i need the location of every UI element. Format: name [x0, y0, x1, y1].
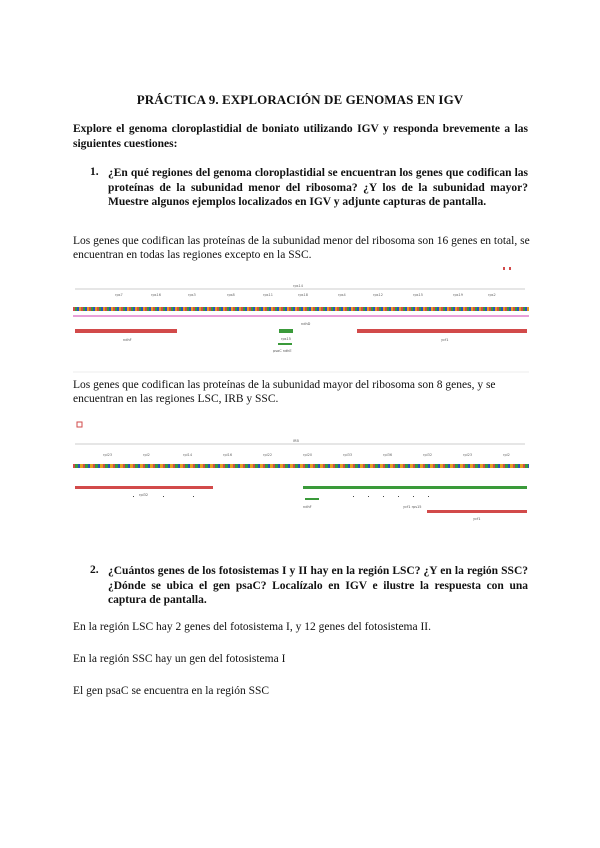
svg-text:rpl33: rpl33	[343, 453, 353, 457]
svg-text:rps7: rps7	[115, 293, 123, 297]
svg-text:rps16: rps16	[151, 293, 161, 297]
svg-text:rps15: rps15	[413, 293, 423, 297]
svg-text:rpl32: rpl32	[423, 453, 433, 457]
answer-1-small-subunit: Los genes que codifican las proteínas de la subunidad menor del ribosoma son 16 genes en total, se encuentran en todas las regiones excepto en la SSC.	[73, 235, 530, 261]
svg-text:rps11: rps11	[263, 293, 273, 297]
svg-text:rps2: rps2	[488, 293, 496, 297]
page-title: PRÁCTICA 9. EXPLORACIÓN DE GENOMAS EN IGV	[136, 92, 464, 107]
svg-text:rps18: rps18	[298, 293, 308, 297]
feature-bar	[279, 329, 293, 333]
pink-band	[73, 315, 529, 317]
svg-text:rpl2: rpl2	[143, 453, 150, 457]
feature-bar	[278, 343, 292, 345]
svg-text:rpl2: rpl2	[503, 453, 510, 457]
question-1-number: 1.	[90, 166, 99, 178]
igv-tracks	[73, 263, 529, 373]
svg-text:psaC ndhE: psaC ndhE	[273, 349, 292, 353]
svg-text:rps12: rps12	[373, 293, 383, 297]
svg-text:rps15: rps15	[281, 337, 291, 341]
answer-2-psac: El gen psaC se encuentra en la región SSC	[73, 685, 270, 697]
question-2-text: ¿Cuántos genes de los fotosistemas I y II hay en la región LSC? ¿Y en la región SSC?¿Dónde se ubica el gen psaC? Localízalo en IGV e ilustre la respuesta con una captura de pantalla.	[108, 565, 528, 606]
feature-bar	[427, 510, 527, 513]
feature-bar	[75, 486, 213, 489]
svg-text:ycf1: ycf1	[473, 517, 481, 521]
sequence-track	[73, 464, 529, 468]
igv-tracks	[73, 418, 529, 544]
question-1-text: ¿En qué regiones del genoma cloroplastidial se encuentran los genes que codifican las proteínas de la subunidad menor del ribosoma? ¿Y los de la subunidad mayor? Muestre algunos ejemplos localizados en IGV y adjunte capturas de pantalla.	[108, 167, 528, 208]
svg-text:ycf1: ycf1	[441, 338, 449, 342]
region-marker	[503, 267, 505, 270]
svg-text:rps3: rps3	[188, 293, 196, 297]
svg-text:ndhF: ndhF	[303, 505, 312, 509]
answer-1-large-subunit: Los genes que codifican las proteínas de la subunidad mayor del ribosoma son 8 genes, y se encuentran en las regiones LSC, IRB y SSC.	[73, 379, 496, 405]
svg-text:rps8: rps8	[227, 293, 235, 297]
igv-screenshot-small-subunit	[73, 263, 529, 373]
region-marker	[509, 267, 511, 270]
svg-text:ndhD: ndhD	[301, 322, 311, 326]
svg-text:rps14: rps14	[293, 284, 303, 288]
answer-2-ssc: En la región SSC hay un gen del fotosistema I	[73, 653, 286, 665]
svg-text:ndhF: ndhF	[123, 338, 132, 342]
svg-text:rpl16: rpl16	[223, 453, 233, 457]
feature-bar	[357, 329, 527, 333]
feature-bar	[305, 498, 319, 500]
svg-text:rpl23: rpl23	[103, 453, 113, 457]
svg-text:ycf1 rps15: ycf1 rps15	[403, 505, 422, 509]
svg-text:IRB: IRB	[293, 439, 299, 443]
svg-text:rpl32: rpl32	[139, 493, 149, 497]
sequence-track	[73, 307, 529, 311]
svg-text:rpl23: rpl23	[463, 453, 473, 457]
answer-2-lsc: En la región LSC hay 2 genes del fotosistema I, y 12 genes del fotosistema II.	[73, 621, 432, 633]
svg-text:rpl20: rpl20	[303, 453, 313, 457]
feature-bar	[303, 486, 527, 489]
feature-bar	[75, 329, 177, 333]
svg-text:rpl14: rpl14	[183, 453, 193, 457]
svg-text:rpl22: rpl22	[263, 453, 273, 457]
question-2-number: 2.	[90, 564, 99, 576]
intro-paragraph: Explore el genoma cloroplastidial de boniato utilizando IGV y responda brevemente a las siguientes cuestiones:	[73, 123, 528, 150]
svg-text:rps4: rps4	[338, 293, 346, 297]
ruler-ticks	[115, 284, 496, 297]
igv-screenshot-large-subunit	[73, 418, 529, 544]
svg-text:rpl36: rpl36	[383, 453, 393, 457]
region-marker	[77, 422, 82, 427]
svg-text:rps19: rps19	[453, 293, 463, 297]
